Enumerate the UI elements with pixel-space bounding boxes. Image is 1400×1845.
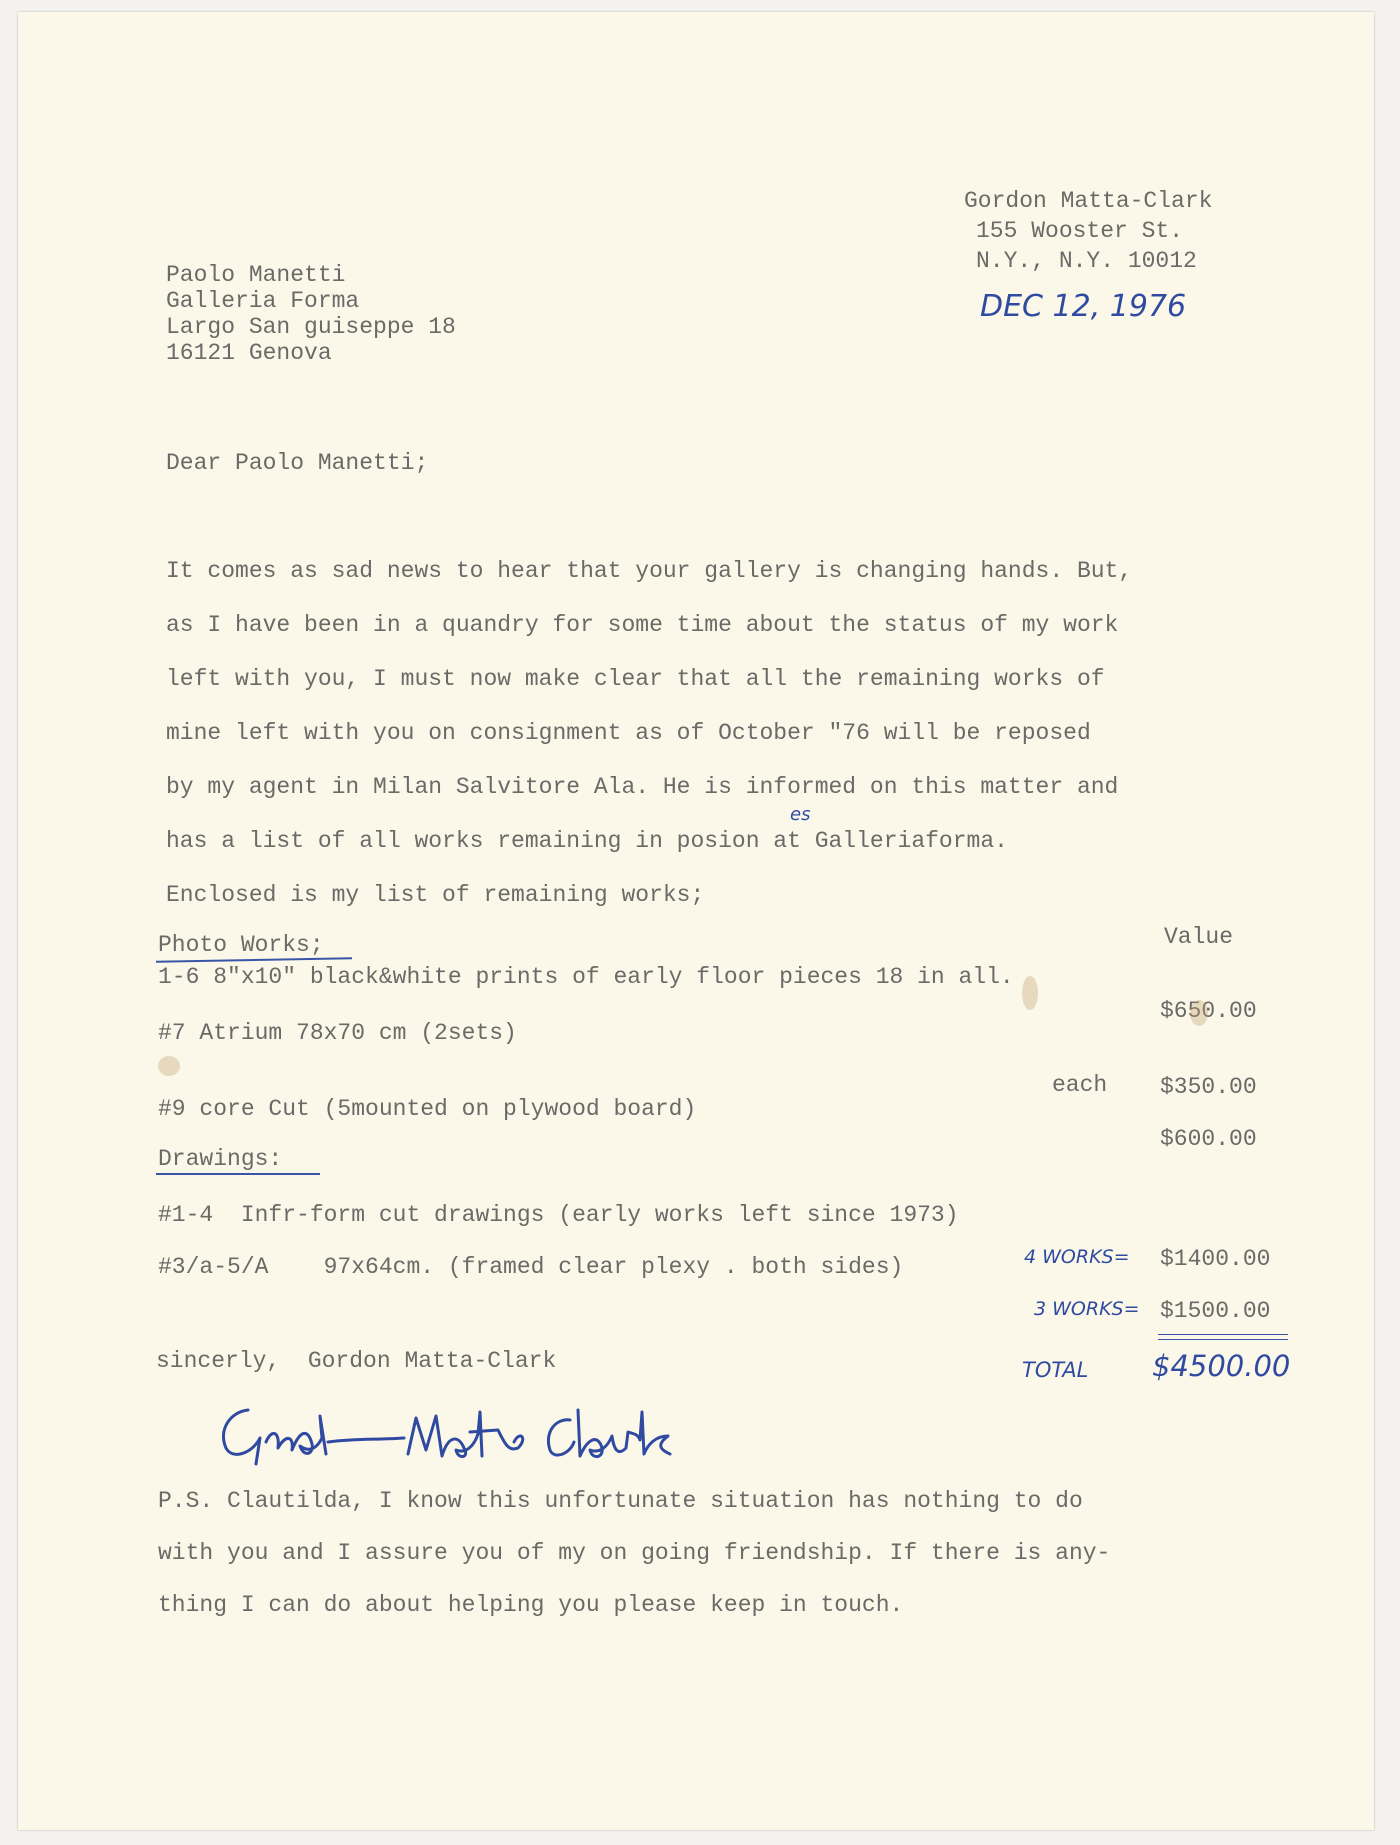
value-header: Value [1164, 924, 1234, 950]
body-line: has a list of all works remaining in posion at Galleriaforma. [166, 828, 1008, 854]
paper-stain [1022, 976, 1038, 1010]
recipient-street: Largo San guiseppe 18 [166, 314, 456, 340]
handwritten-date: DEC 12, 1976 [980, 289, 1187, 324]
sender-name: Gordon Matta-Clark [964, 188, 1213, 214]
body-line: left with you, I must now make clear that all the remaining works of [166, 666, 1105, 692]
drawing-item-desc: #3/a-5/A 97x64cm. (framed clear plexy . both sides) [158, 1254, 904, 1280]
body-line: by my agent in Milan Salvitore Ala. He is informed on this matter and [166, 774, 1119, 800]
photo-item-desc: 1-6 8"x10" black&white prints of early floor pieces 18 in all. [158, 964, 1014, 990]
photo-item-desc: #7 Atrium 78x70 cm (2sets) [158, 1020, 517, 1046]
total-rule [1158, 1339, 1288, 1340]
recipient-name: Paolo Manetti [166, 262, 346, 288]
recipient-city: 16121 Genova [166, 340, 332, 366]
ps-line: with you and I assure you of my on going friendship. If there is any- [158, 1540, 1111, 1566]
signature [208, 1372, 788, 1472]
body-line: It comes as sad news to hear that your gallery is changing hands. But, [166, 558, 1133, 584]
letter-page [18, 12, 1374, 1830]
total-rule [1158, 1334, 1288, 1335]
drawings-heading: Drawings: [158, 1146, 283, 1172]
drawing-annotation: 3 WORKS= [1034, 1298, 1140, 1320]
insertion-mark: es [790, 804, 811, 825]
paper-stain [158, 1056, 180, 1076]
drawing-annotation: 4 WORKS= [1024, 1246, 1130, 1268]
closing: sincerly, Gordon Matta-Clark [156, 1348, 557, 1374]
drawing-item-value: $1400.00 [1160, 1246, 1271, 1272]
photo-item-value: $600.00 [1160, 1126, 1257, 1152]
photo-works-heading: Photo Works; [158, 932, 324, 958]
sender-city: N.Y., N.Y. 10012 [976, 248, 1197, 274]
body-line: as I have been in a quandry for some time about the status of my work [166, 612, 1119, 638]
photo-item-desc: #9 core Cut (5mounted on plywood board) [158, 1096, 697, 1122]
total-label: TOTAL [1022, 1358, 1089, 1382]
body-line: mine left with you on consignment as of October "76 will be reposed [166, 720, 1091, 746]
drawings-heading-underline [156, 1173, 320, 1175]
recipient-gallery: Galleria Forma [166, 288, 360, 314]
drawing-item-desc: #1-4 Infr-form cut drawings (early works left since 1973) [158, 1202, 959, 1228]
body-line: Enclosed is my list of remaining works; [166, 882, 705, 908]
photo-item-qualifier: each [1052, 1072, 1108, 1098]
sender-street: 155 Wooster St. [976, 218, 1184, 244]
photo-item-value: $650.00 [1160, 998, 1257, 1024]
salutation: Dear Paolo Manetti; [166, 450, 429, 476]
drawing-item-value: $1500.00 [1160, 1298, 1271, 1324]
photo-heading-underline [156, 957, 352, 962]
ps-line: P.S. Clautilda, I know this unfortunate situation has nothing to do [158, 1488, 1083, 1514]
total-value: $4500.00 [1152, 1349, 1291, 1383]
paper-stain [1190, 1000, 1208, 1026]
ps-line: thing I can do about helping you please keep in touch. [158, 1592, 904, 1618]
photo-item-value: $350.00 [1160, 1074, 1257, 1100]
